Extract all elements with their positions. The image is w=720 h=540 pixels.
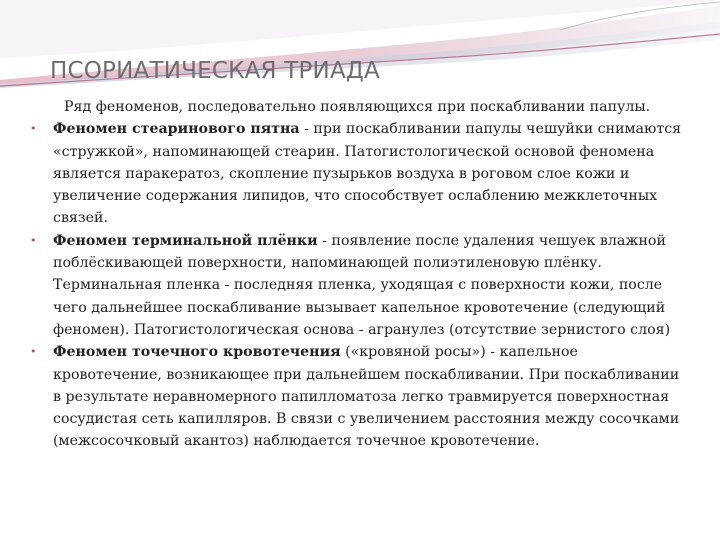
bullet-icon: • <box>30 345 37 359</box>
slide-body <box>30 96 690 453</box>
slide-title: ПСОРИАТИЧЕСКАЯ ТРИАДА <box>50 58 380 84</box>
phenomenon-description: - при поскабливании папулы чешуйки снимаются «стружкой», напоминающей стеарин. Патогистологической основой феномена является паракератоз, скопление пузырьков воздуха в роговом слое кожи и увеличение содержания липидов, что способствует ослаблению межклеточных связей. <box>53 121 682 227</box>
intro-text: Ряд феноменов, последовательно появляющихся при поскабливании папулы. <box>64 99 651 115</box>
intro-paragraph <box>30 96 690 118</box>
decorative-swoosh-header <box>0 0 720 100</box>
phenomenon-term: Феномен терминальной плёнки <box>53 232 318 249</box>
bullet-icon: • <box>30 122 37 136</box>
list-item <box>30 341 690 452</box>
bullet-icon: • <box>30 233 37 247</box>
phenomenon-term: Феномен стеаринового пятна <box>53 121 300 138</box>
list-item <box>30 118 690 229</box>
phenomenon-description: («кровяной росы») - капельное кровотечение, возникающее при дальнейшем поскабливании. При поскабливании в результате неравномерного папилломатоза легко травмируется поверхностная сосудистая сеть капилляров. В связи с увеличением расстояния между сосочками (межсосочковый акантоз) наблюдается точечное кровотечение. <box>53 344 680 450</box>
list-item <box>30 230 690 341</box>
phenomenon-description: - появление после удаления чешуек влажной поблёскивающей поверхности, напоминающей полиэтиленовую плёнку. Терминальная пленка - последняя пленка, уходящая с поверхности кожи, после чего дальнейшее поскабливание вызывает капельное кровотечение (следующий феномен). Патогистологическая основа - агранулез (отсутствие зернистого слоя) <box>53 232 671 338</box>
phenomenon-term: Феномен точечного кровотечения <box>53 344 341 361</box>
